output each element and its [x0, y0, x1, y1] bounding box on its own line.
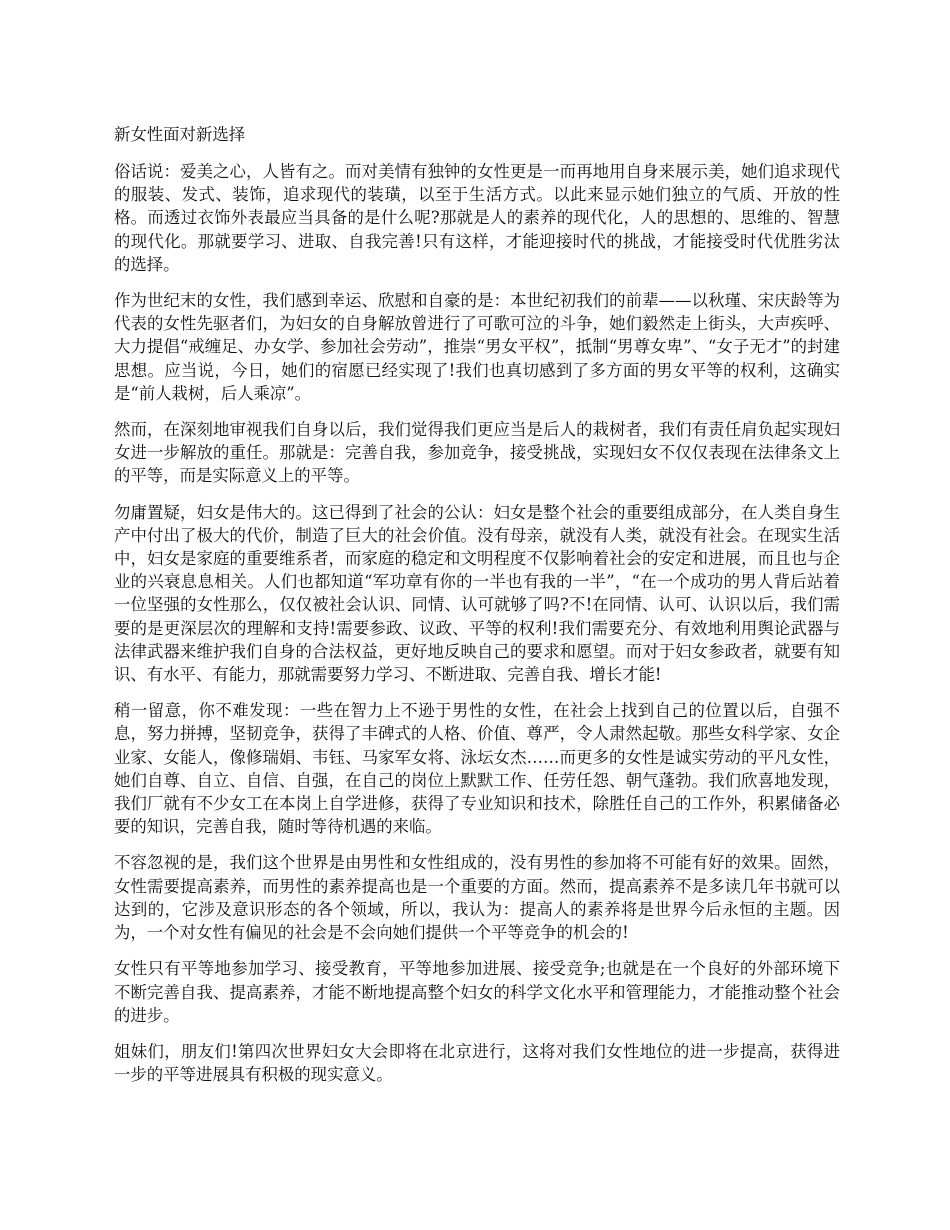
paragraph-1: 俗话说：爱美之心，人皆有之。而对美情有独钟的女性更是一而再地用自身来展示美，她们追求现代的服装、发式、装饰，追求现代的装璜，以至于生活方式。以此来显示她们独立的气质、开放的性格。而透过衣饰外表最应当具备的是什么呢?那就是人的素养的现代化，人的思想的、思维的、智慧的现代化。那就要学习、进取、自我完善!只有这样，才能迎接时代的挑战，才能接受时代优胜劣汰的选择。 — [114, 162, 840, 274]
paragraph-8: 姐妹们，朋友们!第四次世界妇女大会即将在北京进行，这将对我们女性地位的进一步提高，获得进一步的平等进展具有积极的现实意义。 — [114, 1041, 840, 1085]
paragraph-7: 女性只有平等地参加学习、接受教育，平等地参加进展、接受竞争;也就是在一个良好的外部环境下不断完善自我、提高素养，才能不断地提高整个妇女的科学文化水平和管理能力，才能推动整个社会的进步。 — [114, 959, 840, 1025]
document-page — [114, 122, 840, 1099]
paragraph-6: 不容忽视的是，我们这个世界是由男性和女性组成的，没有男性的参加将不可能有好的效果。固然，女性需要提高素养，而男性的素养提高也是一个重要的方面。然而，提高素养不是多读几年书就可以达到的，它涉及意识形态的各个领域，所以，我认为：提高人的素养将是世界今后永恒的主题。因为，一个对女性有偏见的社会是不会向她们提供一个平等竞争的机会的! — [114, 853, 840, 943]
document-title: 新女性面对新选择 — [114, 125, 246, 144]
paragraph-4: 勿庸置疑，妇女是伟大的。这已得到了社会的公认：妇女是整个社会的重要组成部分，在人类自身生产中付出了极大的代价，制造了巨大的社会价值。没有母亲，就没有人类，就没有社会。在现实生活中，妇女是家庭的重要维系者，而家庭的稳定和文明程度不仅影响着社会的安定和进展，而且也与企业的兴衰息息相关。人们也都知道“军功章有你的一半也有我的一半”，“在一个成功的男人背后站着一位坚强的女性那么，仅仅被社会认识、同情、认可就够了吗?不!在同情、认可、认识以后，我们需要的是更深层次的理解和支持!需要参政、议政、平等的权利!我们需要充分、有效地利用舆论武器与法律武器来维护我们自身的合法权益，更好地反映自己的要求和愿望。而对于妇女参政者，就要有知识、有水平、有能力，那就需要努力学习、不断进取、完善自我、增长才能! — [114, 502, 840, 685]
paragraph-3: 然而，在深刻地审视我们自身以后，我们觉得我们更应当是后人的栽树者，我们有责任肩负起实现妇女进一步解放的重任。那就是：完善自我，参加竞争，接受挑战，实现妇女不仅仅表现在法律条文上的平等，而是实际意义上的平等。 — [114, 420, 840, 486]
paragraph-2: 作为世纪末的女性，我们感到幸运、欣慰和自豪的是：本世纪初我们的前辈——以秋瑾、宋庆龄等为代表的女性先驱者们，为妇女的自身解放曾进行了可歌可泣的斗争，她们毅然走上街头，大声疾呼、大力提倡“戒缠足、办女学、参加社会劳动”，推崇“男女平权”，抵制“男尊女卑”、“女子无才”的封建思想。应当说，今日，她们的宿愿已经实现了!我们也真切感到了多方面的男女平等的权利，这确实是“前人栽树，后人乘凉”。 — [114, 291, 840, 403]
paragraph-5: 稍一留意，你不难发现：一些在智力上不逊于男性的女性，在社会上找到自己的位置以后，自强不息，努力拼搏，坚韧竞争，获得了丰碑式的人格、价值、尊严，令人肃然起敬。那些女科学家、女企业家、女能人，像修瑞娟、韦钰、马家军女将、泳坛女杰……而更多的女性是诚实劳动的平凡女性，她们自尊、自立、自信、自强，在自己的岗位上默默工作、任劳任怨、朝气蓬勃。我们欣喜地发现，我们厂就有不少女工在本岗上自学进修，获得了专业知识和技术，除胜任自己的工作外，积累储备必要的知识，完善自我，随时等待机遇的来临。 — [114, 701, 840, 837]
